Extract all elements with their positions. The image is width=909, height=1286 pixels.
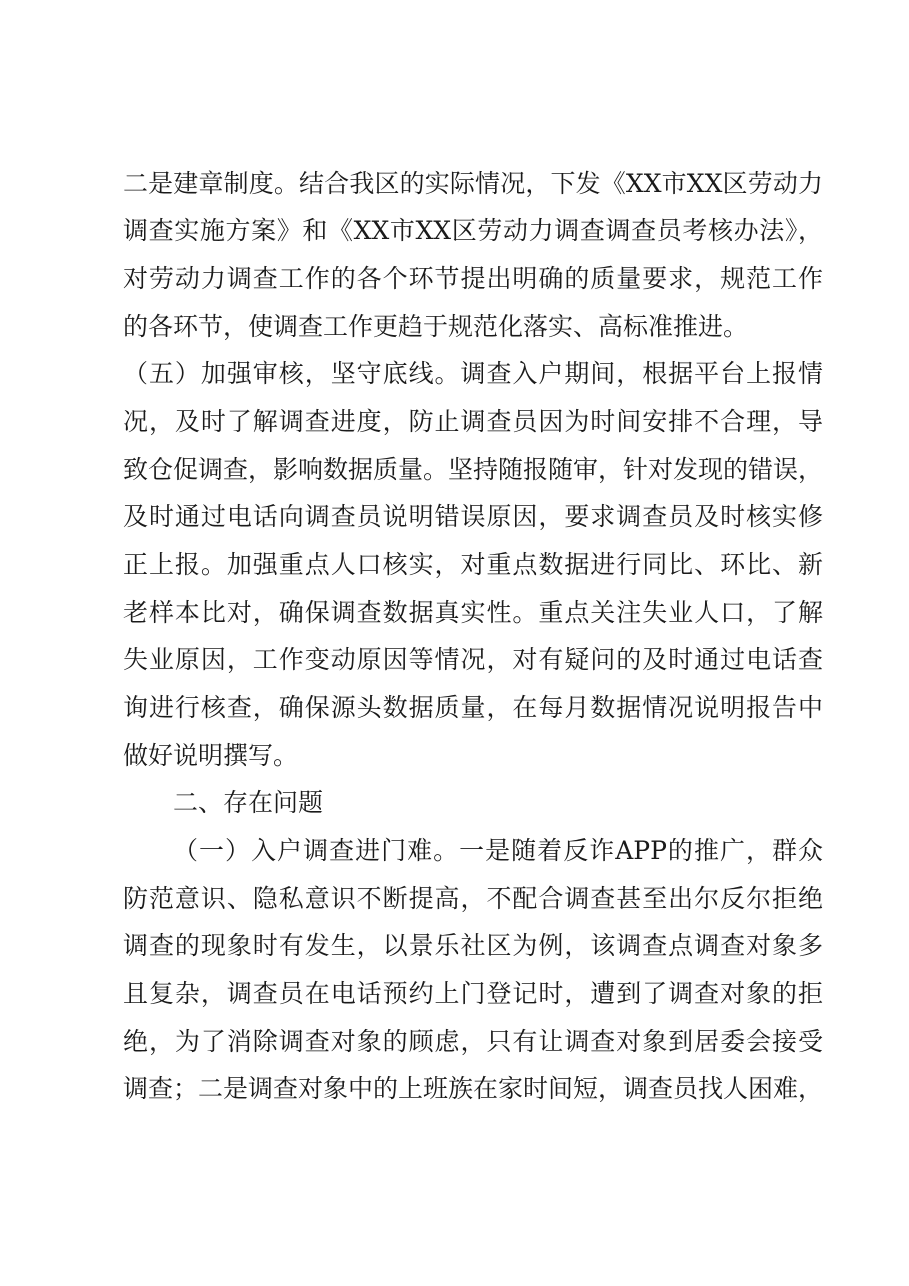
text-line: 失业原因，工作变动原因等情况，对有疑问的及时通过电话查 [123, 645, 823, 674]
text-line: 正上报。加强重点人口核实，对重点数据进行同比、环比、新 [123, 550, 823, 579]
text-line: 的各环节，使调查工作更趋于规范化落实、高标准推进。 [123, 312, 749, 341]
text-line: 询进行核查，确保源头数据质量，在每月数据情况说明报告中 [123, 693, 823, 722]
text-line: 防范意识、隐私意识不断提高，不配合调查甚至出尔反尔拒绝 [123, 884, 823, 913]
text-line: 况，及时了解调查进度，防止调查员因为时间安排不合理，导 [123, 407, 823, 436]
text-line: 及时通过电话向调查员说明错误原因，要求调查员及时核实修 [123, 502, 823, 531]
text-line: （一）入户调查进门难。一是随着反诈APP的推广，群众 [173, 836, 823, 865]
text-line: 致仓促调查，影响数据质量。坚持随报随审，针对发现的错误， [123, 455, 823, 484]
text-line: （五）加强审核，坚守底线。调查入户期间，根据平台上报情 [123, 359, 823, 388]
text-line: 做好说明撰写。 [123, 741, 299, 770]
text-line: 调查；二是调查对象中的上班族在家时间短，调查员找人困难， [123, 1074, 823, 1103]
text-line: 二是建章制度。结合我区的实际情况，下发《XX市XX区劳动力 [123, 169, 823, 198]
text-line: 老样本比对，确保调查数据真实性。重点关注失业人口，了解 [123, 598, 823, 627]
section-heading: 二、存在问题 [173, 788, 324, 817]
text-line: 调查的现象时有发生，以景乐社区为例，该调查点调查对象多 [123, 931, 823, 960]
text-line: 绝，为了消除调查对象的顾虑，只有让调查对象到居委会接受 [123, 1027, 823, 1056]
text-line: 对劳动力调查工作的各个环节提出明确的质量要求，规范工作 [123, 264, 823, 293]
text-line: 且复杂，调查员在电话预约上门登记时，遭到了调查对象的拒 [123, 979, 823, 1008]
text-line: 调查实施方案》和《XX市XX区劳动力调查调查员考核办法》， [123, 216, 823, 245]
